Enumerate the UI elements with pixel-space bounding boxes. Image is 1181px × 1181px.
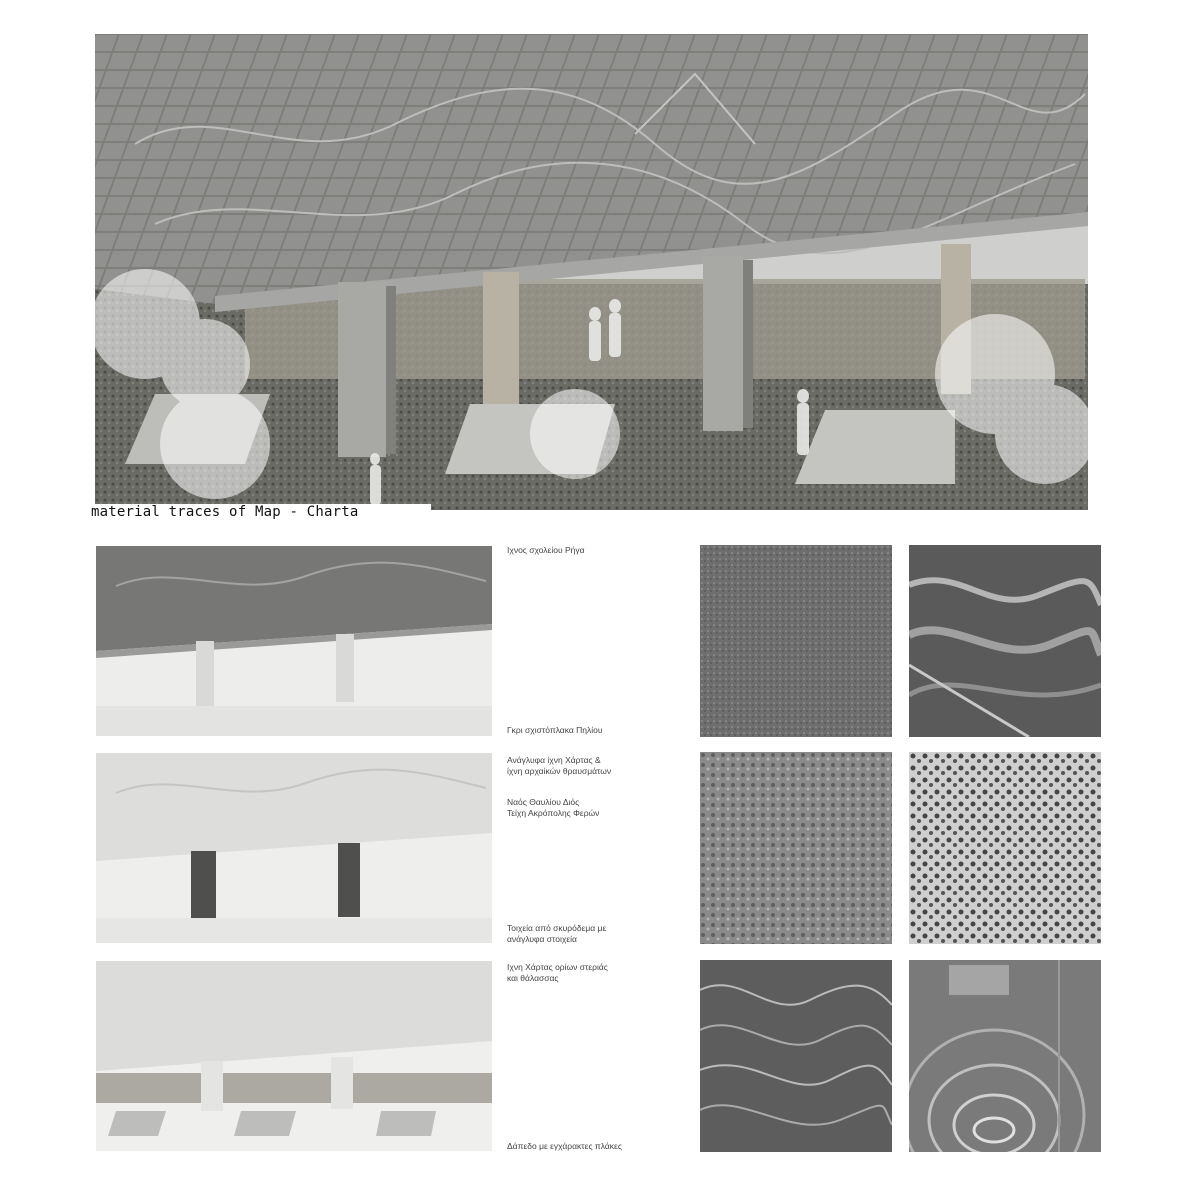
- contour-texture-tile: [700, 960, 892, 1152]
- slate-texture-tile: [700, 545, 892, 737]
- topographic-map-texture-tile: [909, 960, 1101, 1152]
- layer-1-label-2: Γκρι σχιστόπλακα Πηλίου: [507, 725, 603, 735]
- hero-render: [95, 34, 1088, 510]
- layer-1-label-1: Ιχνος σχολείου Ρήγα: [507, 545, 585, 555]
- fragment-relief-texture-graphic: [700, 752, 892, 944]
- layer-2-label-2: Ναός Θαυλίου Διός Τείχη Ακρόπολης Φερών: [507, 797, 600, 818]
- map-relief-texture-tile: [909, 545, 1101, 737]
- layer-strip-3-illustration: [96, 961, 492, 1151]
- layer-3-label-2: Δάπεδο με εγχάρακτες πλάκες: [507, 1141, 622, 1151]
- layer-strip-1-illustration: [96, 546, 492, 736]
- layer-2-label-3: Τοιχεία από σκυρόδεμα με ανάγλυφα στοιχεία: [507, 923, 607, 944]
- map-relief-texture-graphic: [909, 545, 1101, 737]
- layer-strip-2: [96, 753, 492, 943]
- hero-render-illustration: [95, 34, 1088, 510]
- fragment-relief-texture-tile: [700, 752, 892, 944]
- engraved-map-texture-graphic: [909, 752, 1101, 944]
- layer-3-label-1: Ιχνη Χάρτας ορίων στεριάς και θάλασσας: [507, 962, 608, 983]
- slate-texture-graphic: [700, 545, 892, 737]
- engraved-map-texture-tile: [909, 752, 1101, 944]
- layer-strip-1: [96, 546, 492, 736]
- layer-strip-3: [96, 961, 492, 1151]
- topographic-map-texture-graphic: [909, 960, 1101, 1152]
- contour-texture-graphic: [700, 960, 892, 1152]
- layer-strip-2-illustration: [96, 753, 492, 943]
- layer-2-label-1: Ανάγλυφα ίχνη Χάρτας & ίχνη αρχαίκών θραυσμάτων: [507, 755, 612, 776]
- hero-title: material traces of Map - Charta: [89, 504, 431, 521]
